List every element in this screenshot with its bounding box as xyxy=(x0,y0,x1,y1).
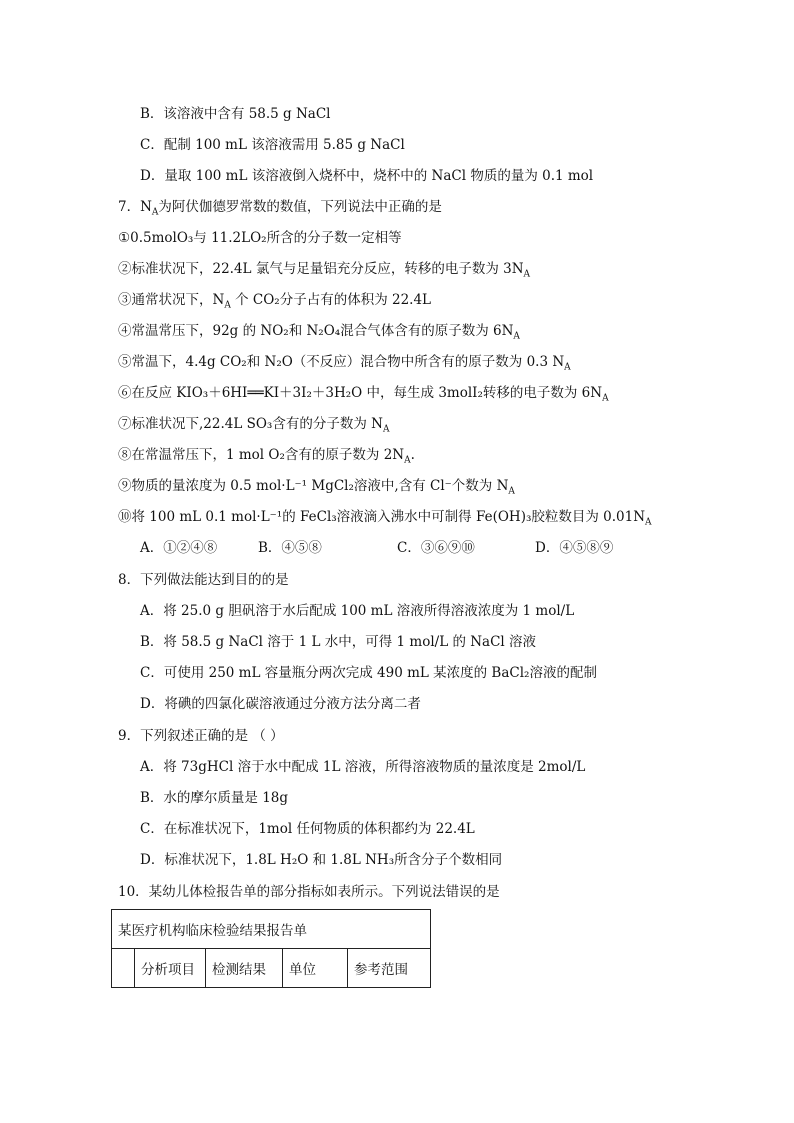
q7-item-2: ②标准状况下，22.4L 氯气与足量铝充分反应，转移的电子数为 $3N_A$ xyxy=(118,261,531,280)
header-cell-result: 检测结果 xyxy=(206,949,283,988)
q8-option-d: D．将碘的四氯化碳溶液通过分液方法分离二者 xyxy=(140,696,421,712)
q8-stem: 8．下列做法能达到目的的是 xyxy=(118,572,289,588)
header-cell-unit: 单位 xyxy=(283,949,348,988)
q7-item-4: ④常温常压下，92g 的 NO₂和 N₂O₄混合气体含有的原子数为 $6N_A$ xyxy=(118,323,520,342)
q9-option-a: A．将 73gHCl 溶于水中配成 1L 溶液，所得溶液物质的量浓度是 2mol/L xyxy=(140,759,586,775)
q7-item-3: ③通常状况下，$N_A$ 个 CO₂分子占有的体积为 22.4L xyxy=(118,292,432,311)
q7-option-a: A．①②④⑧ xyxy=(140,540,218,556)
q9-option-c: C．在标准状况下，1mol 任何物质的体积都约为 22.4L xyxy=(140,821,475,837)
q10-stem: 10．某幼儿体检报告单的部分指标如表所示。下列说法错误的是 xyxy=(118,884,500,900)
q7-item-7: ⑦标准状况下,22.4L SO₃含有的分子数为 $N_A$ xyxy=(118,416,390,435)
q8-option-a: A．将 25.0 g 胆矾溶于水后配成 100 mL 溶液所得溶液浓度为 1 mol/L xyxy=(140,603,575,619)
q7-option-d: D．④⑤⑧⑨ xyxy=(535,540,614,556)
q6-option-c: C．配制 100 mL 该溶液需用 5.85 g NaCl xyxy=(140,137,405,153)
q7-stem: 7．$N_A$为阿伏伽德罗常数的数值，下列说法中正确的是 xyxy=(118,199,442,218)
q7-item-5: ⑤常温下，4.4g CO₂和 N₂O（不反应）混合物中所含有的原子数为 0.3 $N_A$ xyxy=(118,354,571,373)
report-title: 某医疗机构临床检验结果报告单 xyxy=(112,910,431,949)
q7-item-10: ⑩将 100 mL 0.1 mol·L⁻¹的 FeCl₃溶液滴入沸水中可制得 Fe(OH)₃胶粒数目为 $0.01N_A$ xyxy=(118,509,652,528)
q9-option-d: D．标准状况下，1.8L H₂O 和 1.8L NH₃所含分子个数相同 xyxy=(140,852,503,868)
header-cell-blank xyxy=(112,949,135,988)
q7-option-b: B．④⑤⑧ xyxy=(258,540,322,556)
table-header-row xyxy=(112,949,431,988)
report-table xyxy=(111,909,431,988)
q9-option-b: B．水的摩尔质量是 18g xyxy=(140,790,289,806)
q7-item-8: ⑧在常温常压下，1 mol O₂含有的原子数为 $2N_A$. xyxy=(118,447,415,466)
header-cell-item: 分析项目 xyxy=(135,949,206,988)
q8-option-b: B．将 58.5 g NaCl 溶于 1 L 水中，可得 1 mol/L 的 NaCl 溶液 xyxy=(140,634,537,650)
header-cell-range: 参考范围 xyxy=(348,949,431,988)
q7-item-1: ①0.5molO₃与 11.2LO₂所含的分子数一定相等 xyxy=(118,230,402,246)
q6-option-d: D．量取 100 mL 该溶液倒入烧杯中，烧杯中的 NaCl 物质的量为 0.1 mol xyxy=(140,168,594,184)
q6-option-b: B．该溶液中含有 58.5 g NaCl xyxy=(140,106,331,122)
q7-item-9: ⑨物质的量浓度为 0.5 mol·L⁻¹ MgCl₂溶液中,含有 Cl⁻个数为 $N_A$ xyxy=(118,478,515,497)
q7-item-6: ⑥在反应 KIO₃＋6HI══KI＋3I₂＋3H₂O 中，每生成 3molI₂转移的电子数为 $6N_A$ xyxy=(118,385,609,404)
q7-option-c: C．③⑥⑨⑩ xyxy=(397,540,475,556)
q9-stem: 9．下列叙述正确的是 （ ） xyxy=(118,728,284,744)
q8-option-c: C．可使用 250 mL 容量瓶分两次完成 490 mL 某浓度的 BaCl₂溶液的配制 xyxy=(140,665,597,681)
